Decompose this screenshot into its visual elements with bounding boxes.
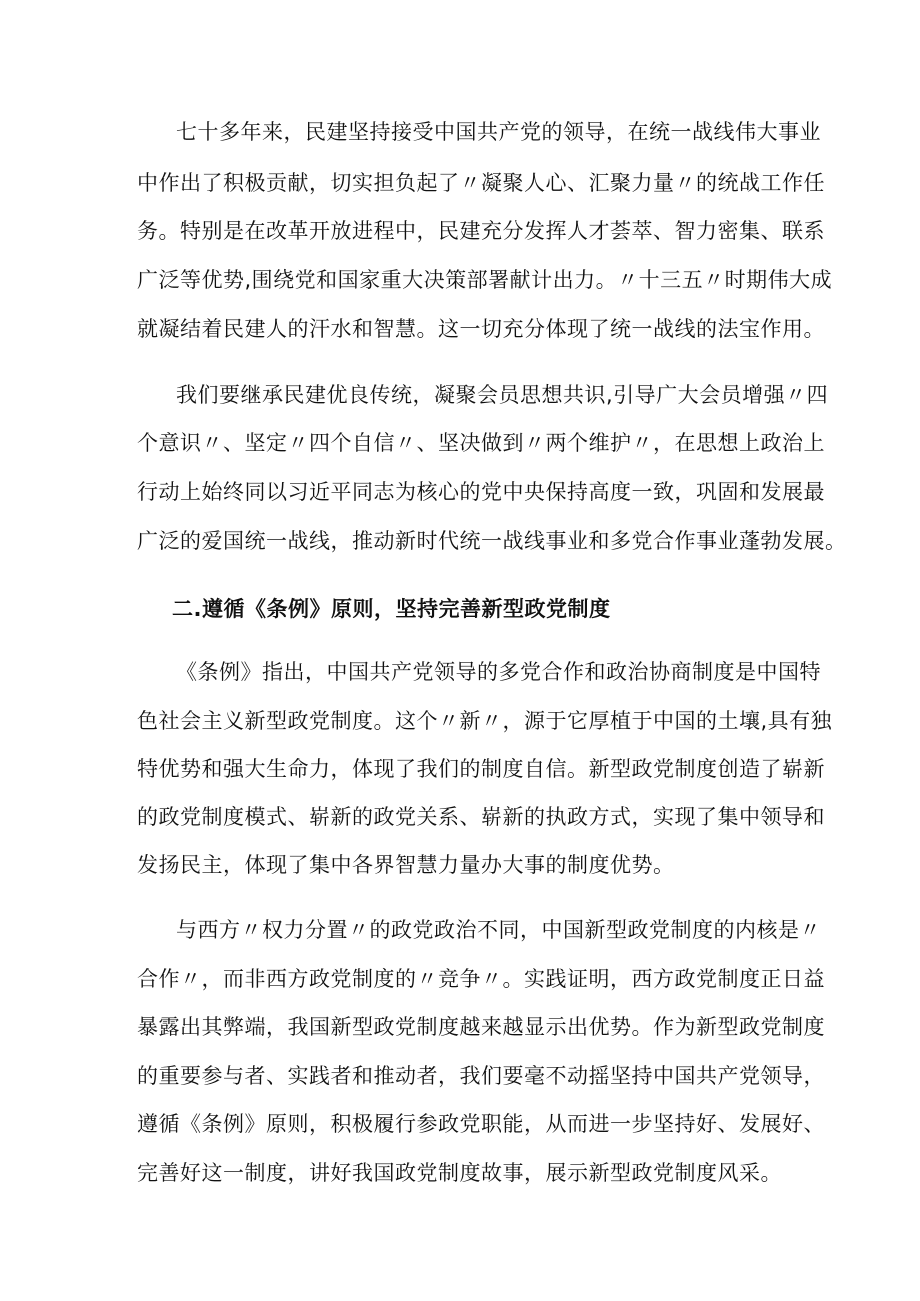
paragraph-line: 中作出了积极贡献，切实担负起了〃凝聚人心、汇聚力量〃的统战工作任 <box>137 171 825 195</box>
paragraph-line: 我们要继承民建优良传统，凝聚会员思想共识,引导广大会员增强〃四 <box>176 383 829 407</box>
paragraph-line: 广泛等优势,围绕党和国家重大决策部署献计出力。〃十三五〃时期伟大成 <box>137 268 833 292</box>
paragraph-line: 个意识〃、坚定〃四个自信〃、坚决做到〃两个维护〃，在思想上政治上 <box>137 431 825 455</box>
paragraph-line: 完善好这一制度，讲好我国政党制度故事，展示新型政党制度风采。 <box>137 1161 782 1185</box>
paragraph-line: 色社会主义新型政党制度。这个〃新〃，源于它厚植于中国的土壤,具有独 <box>137 709 833 733</box>
paragraph-line: 《条例》指出，中国共产党领导的多党合作和政治协商制度是中国特 <box>176 660 821 684</box>
paragraph-line: 七十多年来，民建坚持接受中国共产党的领导，在统一战线伟大事业 <box>176 120 821 144</box>
section-heading: 二.遵循《条例》原则，坚持完善新型政党制度 <box>172 597 611 621</box>
paragraph-line: 特优势和强大生命力，体现了我们的制度自信。新型政党制度创造了崭新 <box>137 757 825 781</box>
paragraph-line: 与西方〃权力分置〃的政党政治不同，中国新型政党制度的内核是〃 <box>176 918 821 942</box>
paragraph-line: 的政党制度模式、崭新的政党关系、崭新的执政方式，实现了集中领导和 <box>137 805 825 829</box>
paragraph-line: 的重要参与者、实践者和推动者，我们要毫不动摇坚持中国共产党领导， <box>137 1064 825 1088</box>
paragraph-line: 暴露出其弊端，我国新型政党制度越来越显示出优势。作为新型政党制度 <box>137 1015 825 1039</box>
paragraph-line: 发扬民主，体现了集中各界智慧力量办大事的制度优势。 <box>137 853 675 877</box>
paragraph-line: 就凝结着民建人的汗水和智慧。这一切充分体现了统一战线的法宝作用。 <box>137 317 825 341</box>
paragraph-line: 合作〃，而非西方政党制度的〃竞争〃。实践证明，西方政党制度正日益 <box>137 967 825 991</box>
paragraph-line: 行动上始终同以习近平同志为核心的党中央保持高度一致，巩固和发展最 <box>137 480 825 504</box>
paragraph-line: 遵循《条例》原则，积极履行参政党职能，从而进一步坚持好、发展好、 <box>137 1112 825 1136</box>
paragraph-line: 广泛的爱国统一战线，推动新时代统一战线事业和多党合作事业蓬勃发展。 <box>137 529 847 553</box>
paragraph-line: 务。特别是在改革开放进程中，民建充分发挥人才荟萃、智力密集、联系 <box>137 219 825 243</box>
